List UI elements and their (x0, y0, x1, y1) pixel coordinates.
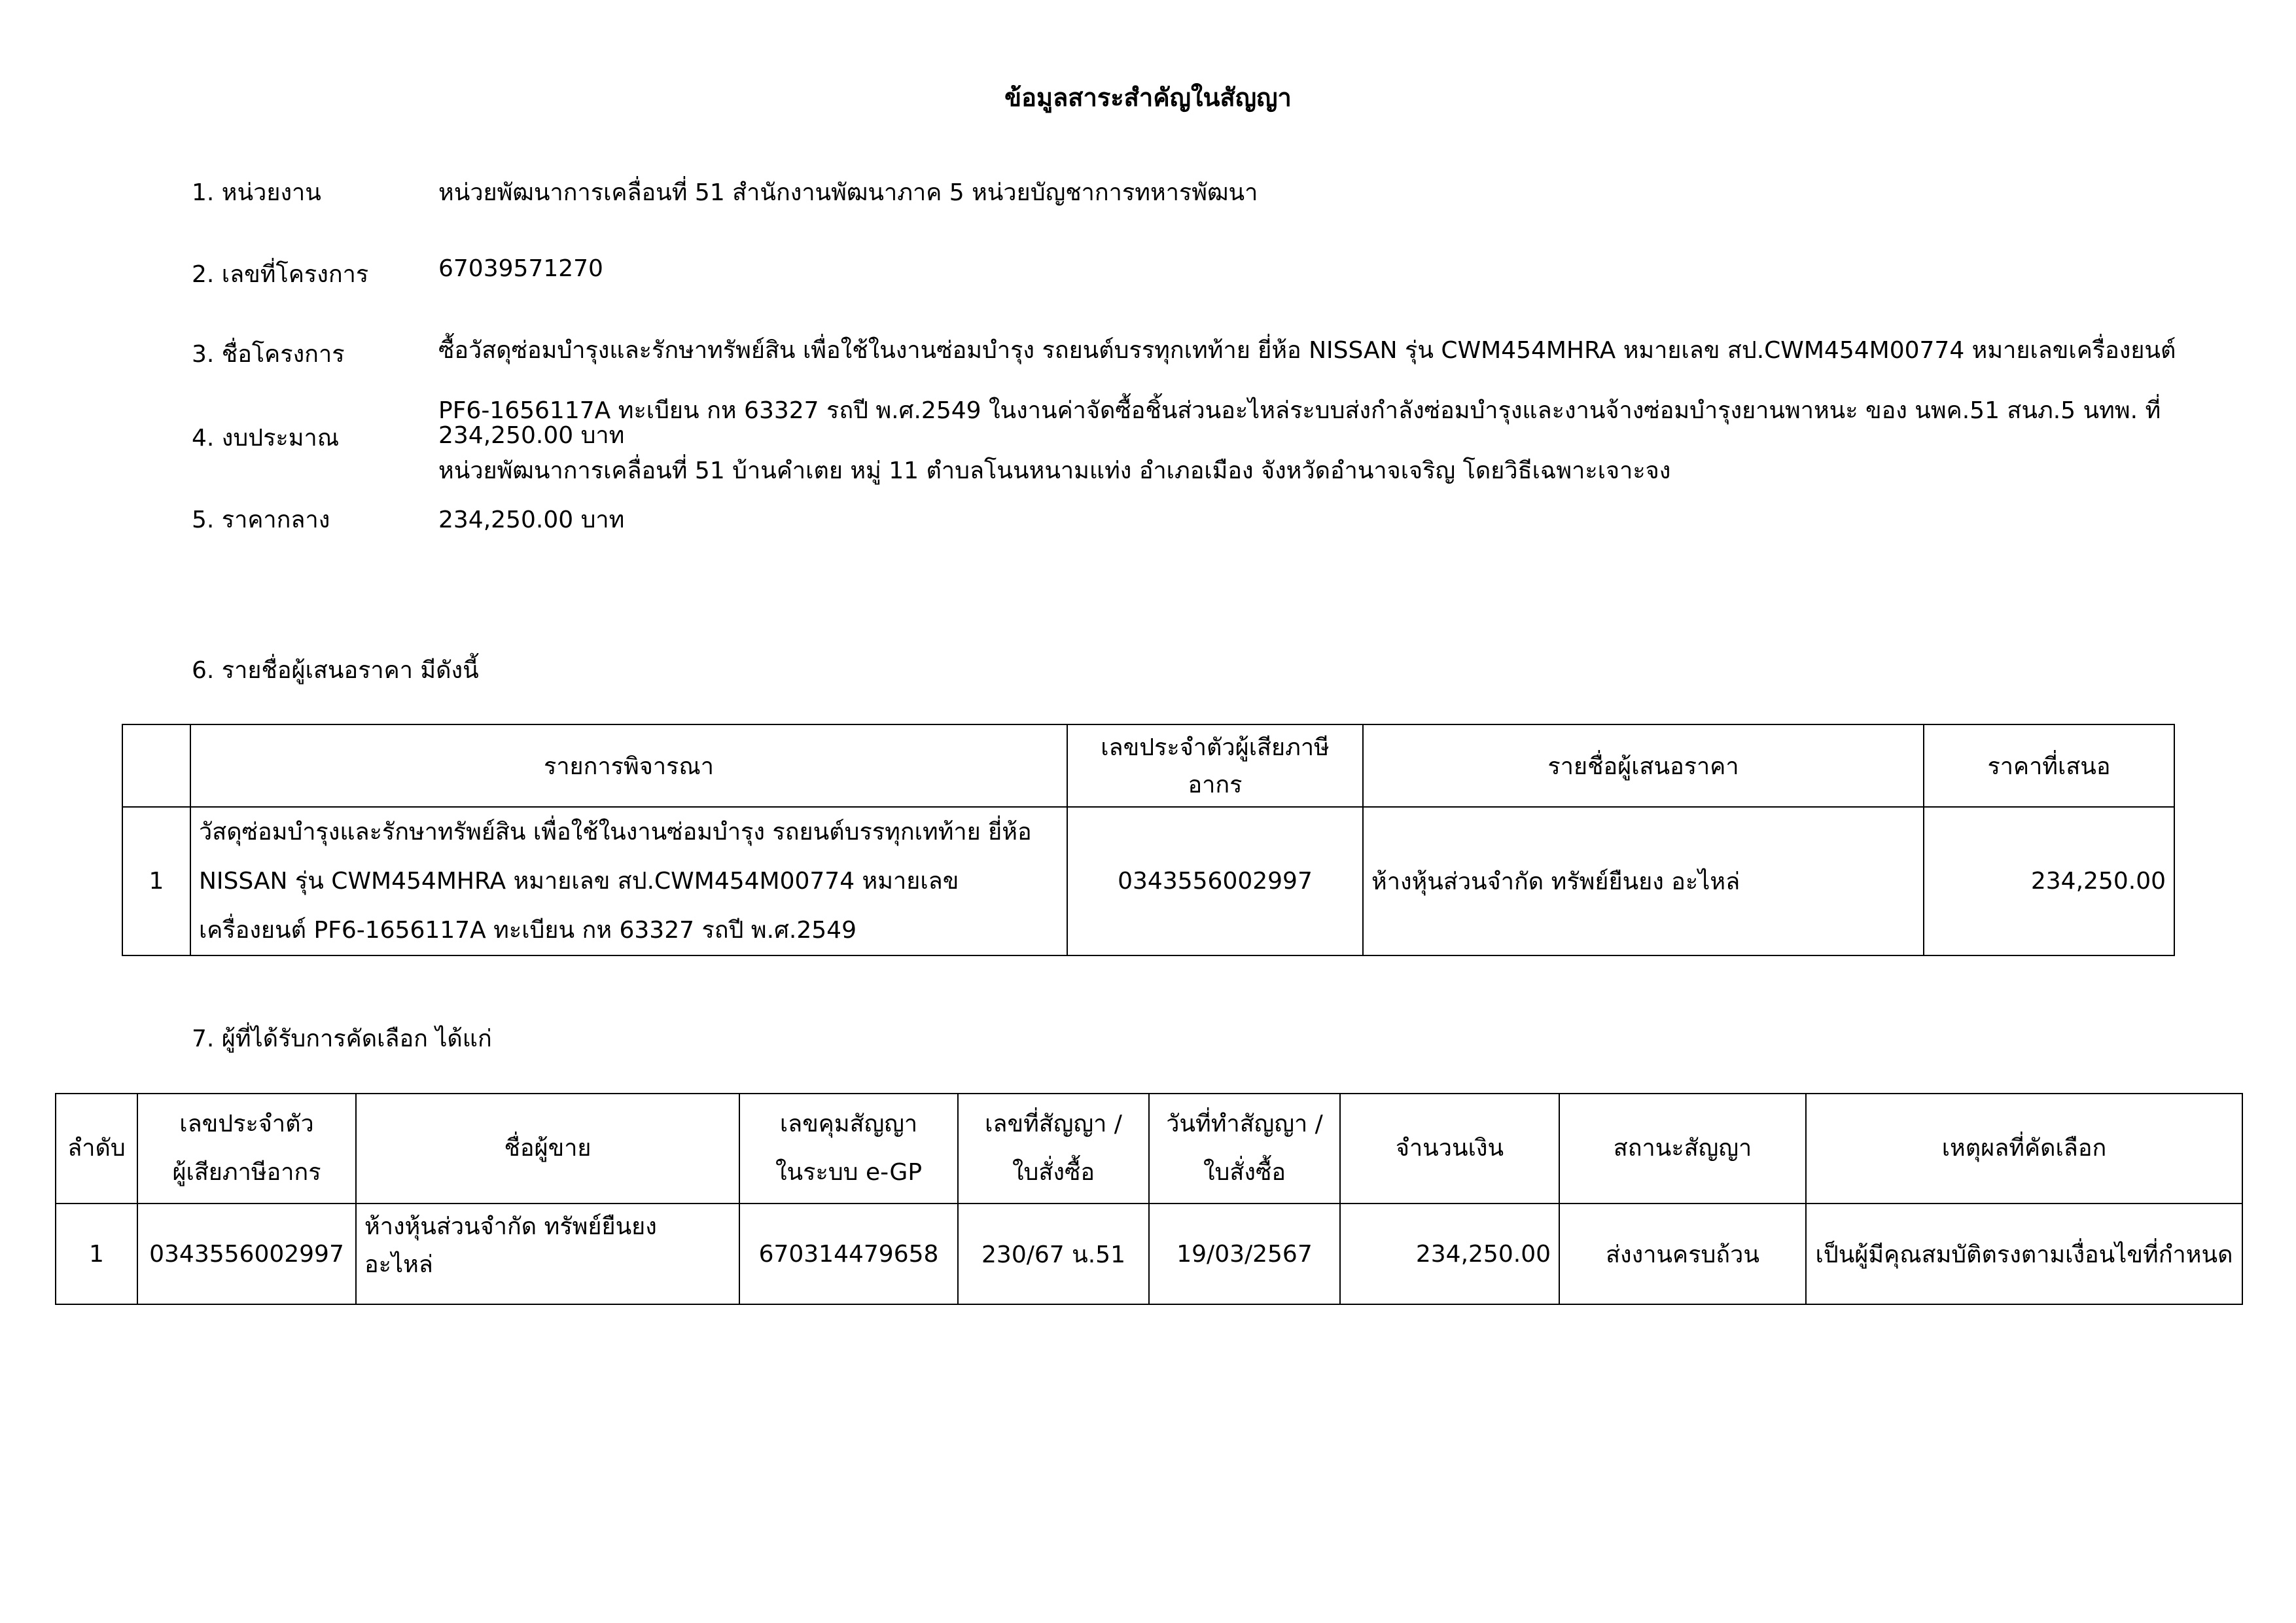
winner-col-amount (1340, 1094, 1559, 1204)
section7-heading: 7. ผู้ที่ได้รับการคัดเลือก ได้แก่ (192, 1026, 492, 1052)
field-value-agency: หน่วยพัฒนาการเคลื่อนที่ 51 สำนักงานพัฒนาภาค 5 หน่วยบัญชาการทหารพัฒนา (438, 179, 1258, 206)
winner-tax-id: 0343556002997 (137, 1204, 356, 1304)
field-label-project-number: 2. เลขที่โครงการ (192, 261, 369, 288)
bidders-header-row (122, 724, 2174, 807)
winner-col-egp-line2: ในระบบ e-GP (775, 1159, 923, 1186)
field-value-median-price: 234,250.00 บาท (438, 507, 625, 533)
bidders-col-tax-id: เลขประจำตัวผู้เสียภาษีอากร (1067, 724, 1363, 807)
page-title: ข้อมูลสาระสำคัญในสัญญา (1004, 83, 1292, 112)
bidder-name: ห้างหุ้นส่วนจำกัด ทรัพย์ยืนยง อะไหล่ (1363, 807, 1924, 955)
winner-col-tax-id (137, 1094, 356, 1204)
winner-col-reason (1806, 1094, 2242, 1204)
winner-header-row (56, 1094, 2242, 1204)
table-row (56, 1204, 2242, 1304)
winner-table (55, 1093, 2243, 1305)
winner-col-tax-id-line1: เลขประจำตัว (179, 1111, 314, 1137)
bidder-item: วัสดุซ่อมบำรุงและรักษาทรัพย์สิน เพื่อใช้ในงานซ่อมบำรุง รถยนต์บรรทุกเทท้าย ยี่ห้อ NISSAN รุ่น CWM454MHRA หมายเลข สป.CWM454M00774 หมายเลขเครื่องยนต์ PF6-1656117A ทะเบียน กห 63327 รถปี พ.ศ.2549 (190, 807, 1067, 955)
winner-col-contract-no (958, 1094, 1149, 1204)
winner-col-order (56, 1094, 137, 1204)
winner-col-status-line1: สถานะสัญญา (1613, 1135, 1752, 1162)
field-label-budget: 4. งบประมาณ (192, 425, 340, 452)
bidders-col-index (122, 724, 190, 807)
winner-col-egp-line1: เลขคุมสัญญา (779, 1111, 918, 1137)
field-value-project-name: ซื้อวัสดุซ่อมบำรุงและรักษาทรัพย์สิน เพื่อใช้ในงานซ่อมบำรุง รถยนต์บรรทุกเทท้าย ยี่ห้อ NISSAN รุ่น CWM454MHRA หมายเลข สป.CWM454M00774 หมายเลขเครื่องยนต์ PF6-1656117A ทะเบียน กห 63327 รถปี พ.ศ.2549 ในงานค่าจัดซื้อชิ้นส่วนอะไหล่ระบบส่งกำลังซ่อมบำรุงและงานจ้างซ่อมบำรุงยานพาหนะ ของ นพค.51 สนภ.5 นทพ. ที่หน่วยพัฒนาการเคลื่อนที่ 51 บ้านคำเตย หมู่ 11 ตำบลโนนหนามแท่ง อำเภอเมือง จังหวัดอำนาจเจริญ โดยวิธีเฉพาะเจาะจง (438, 337, 2176, 484)
table-row (122, 807, 2174, 955)
winner-col-status (1559, 1094, 1806, 1204)
section6-heading: 6. รายชื่อผู้เสนอราคา มีดังนี้ (192, 657, 479, 684)
bidder-tax-id: 0343556002997 (1067, 807, 1363, 955)
winner-col-contract-no-line1: เลขที่สัญญา / (985, 1111, 1122, 1137)
winner-contract-no: 230/67 น.51 (958, 1204, 1149, 1304)
winner-col-contract-date-line1: วันที่ทำสัญญา / (1166, 1111, 1323, 1137)
bidders-table (122, 724, 2175, 956)
winner-col-order-line1: ลำดับ (67, 1135, 126, 1162)
winner-vendor: ห้างหุ้นส่วนจำกัด ทรัพย์ยืนยง อะไหล่ (356, 1204, 739, 1304)
field-value-budget: 234,250.00 บาท (438, 422, 625, 449)
winner-no: 1 (56, 1204, 137, 1304)
winner-col-contract-date-line2: ใบสั่งซื้อ (1203, 1159, 1286, 1186)
winner-status: ส่งงานครบถ้วน (1559, 1204, 1806, 1304)
winner-contract-date: 19/03/2567 (1149, 1204, 1340, 1304)
winner-reason: เป็นผู้มีคุณสมบัติตรงตามเงื่อนไขที่กำหนด (1806, 1204, 2242, 1304)
bidders-col-bidder: รายชื่อผู้เสนอราคา (1363, 724, 1924, 807)
field-label-project-name: 3. ชื่อโครงการ (192, 341, 345, 368)
winner-col-egp (739, 1094, 958, 1204)
winner-col-tax-id-line2: ผู้เสียภาษีอากร (172, 1159, 321, 1186)
winner-egp-no: 670314479658 (739, 1204, 958, 1304)
winner-col-contract-no-line2: ใบสั่งซื้อ (1012, 1159, 1095, 1186)
winner-col-reason-line1: เหตุผลที่คัดเลือก (1941, 1135, 2107, 1162)
winner-col-vendor (356, 1094, 739, 1204)
winner-amount: 234,250.00 (1340, 1204, 1559, 1304)
bidder-price: 234,250.00 (1924, 807, 2174, 955)
winner-col-vendor-line1: ชื่อผู้ขาย (504, 1135, 592, 1162)
field-value-project-number: 67039571270 (438, 255, 603, 282)
bidders-col-price: ราคาที่เสนอ (1924, 724, 2174, 807)
field-label-agency: 1. หน่วยงาน (192, 179, 321, 206)
winner-col-contract-date (1149, 1094, 1340, 1204)
winner-col-amount-line1: จำนวนเงิน (1395, 1135, 1504, 1162)
bidders-col-item: รายการพิจารณา (190, 724, 1067, 807)
field-label-median-price: 5. ราคากลาง (192, 507, 330, 533)
bidder-no: 1 (122, 807, 190, 955)
